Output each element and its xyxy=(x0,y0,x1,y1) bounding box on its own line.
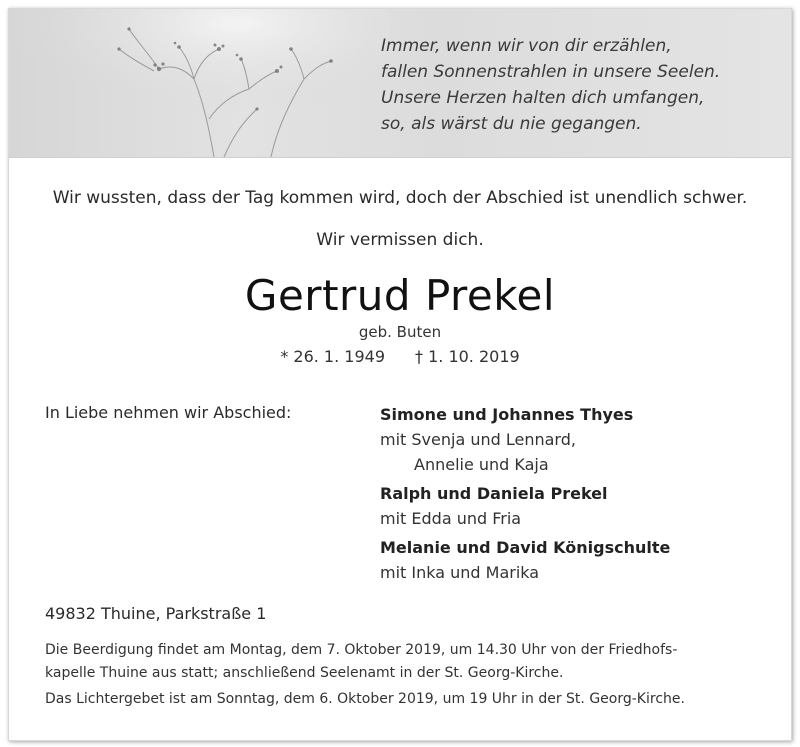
mourner-family-name: Melanie und David Königschulte xyxy=(380,538,671,557)
poem-line: Unsere Herzen halten dich umfangen, xyxy=(381,88,705,108)
mourner-family-line: mit Svenja und Lennard, xyxy=(380,430,576,449)
prayer-text: Das Lichtergebet ist am Sonntag, dem 6. Oktober 2019, um 19 Uhr in der St. Georg-Kirche. xyxy=(45,691,685,707)
mourner-family-name: Ralph und Daniela Prekel xyxy=(380,484,608,503)
mourner-family-line: Annelie und Kaja xyxy=(414,455,549,474)
farewell-label: In Liebe nehmen wir Abschied: xyxy=(45,403,292,422)
mourner-family-line: mit Inka und Marika xyxy=(380,563,540,582)
poem xyxy=(381,33,720,137)
life-dates xyxy=(9,347,791,366)
birth-date: * 26. 1. 1949 xyxy=(280,347,385,366)
funeral-text-line: Die Beerdigung findet am Montag, dem 7. Oktober 2019, um 14.30 Uhr von der Friedhofs- xyxy=(45,642,678,658)
obituary-card xyxy=(8,8,792,741)
miss-text: Wir vermissen dich. xyxy=(316,230,484,250)
funeral-info xyxy=(45,639,685,711)
poem-line: so, als wärst du nie gegangen. xyxy=(381,114,642,134)
funeral-text-line: kapelle Thuine aus statt; anschließend Seelenamt in der St. Georg-Kirche. xyxy=(45,665,564,681)
mourners-list xyxy=(380,402,670,585)
dried-flowers-image xyxy=(9,9,389,157)
header-banner xyxy=(9,9,791,158)
mourner-family-line: mit Edda und Fria xyxy=(380,509,522,528)
maiden-name: geb. Buten xyxy=(358,323,442,341)
address: 49832 Thuine, Parkstraße 1 xyxy=(45,604,267,623)
intro-text: Wir wussten, dass der Tag kommen wird, doch der Abschied ist unendlich schwer. xyxy=(52,188,748,208)
poem-line: fallen Sonnenstrahlen in unsere Seelen. xyxy=(381,62,721,82)
poem-line: Immer, wenn wir von dir erzählen, xyxy=(381,36,672,56)
death-date: † 1. 10. 2019 xyxy=(415,347,520,366)
deceased-name: Gertrud Prekel xyxy=(244,271,556,320)
mourner-family-name: Simone und Johannes Thyes xyxy=(380,405,634,424)
